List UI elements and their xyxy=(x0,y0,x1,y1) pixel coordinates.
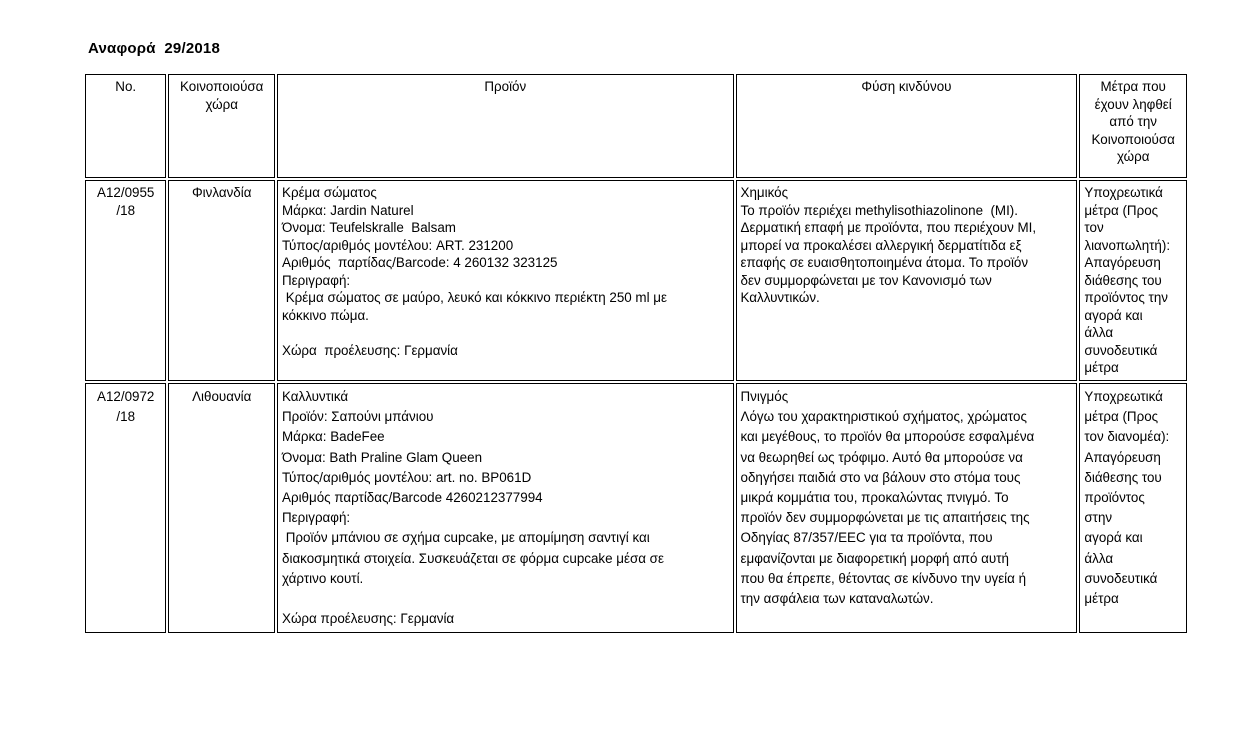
product-line: χάρτινο κουτί. xyxy=(282,570,364,586)
measures-line: άλλα xyxy=(1084,325,1114,340)
measures-line: άλλα xyxy=(1084,550,1114,566)
risk-line: επαφής σε ευαισθητοποιημένα άτομα. Το προϊόν xyxy=(740,255,1029,270)
cell-risk xyxy=(736,180,1078,381)
product-line: Περιγραφή: xyxy=(282,272,351,288)
product-line: Αριθμός παρτίδας/Barcode: 4 260132 323125 xyxy=(282,255,558,270)
cell-country xyxy=(168,180,275,381)
measures-line: αγορά και xyxy=(1084,307,1143,323)
cell-no xyxy=(85,180,166,381)
measures-line: προϊόντος xyxy=(1084,490,1145,506)
cell-product xyxy=(277,180,734,381)
cell-measures xyxy=(1079,383,1187,633)
report-title: Αναφορά 29/2018 xyxy=(88,40,220,57)
no-line: /18 xyxy=(116,202,136,218)
measures-line: διάθεσης του xyxy=(1084,469,1162,485)
table-row xyxy=(85,180,1187,381)
risk-line: Δερματική επαφή με προϊόντα, που περιέχουν MI, xyxy=(740,220,1037,235)
no-line: A12/0972 xyxy=(97,389,155,404)
measures-line: Απαγόρευση xyxy=(1084,449,1161,465)
risk-line: Καλλυντικών. xyxy=(740,290,820,305)
risk-line: μπορεί να προκαλέσει αλλεργική δερματίτιδα εξ xyxy=(740,237,1022,253)
product-line: Προϊόν: Σαπούνι μπάνιου xyxy=(282,409,434,425)
country-text: Φινλανδία xyxy=(191,185,252,200)
risk-line: Οδηγίας 87/357/EEC για τα προϊόντα, που xyxy=(740,530,993,546)
product-line: Περιγραφή: xyxy=(282,510,351,526)
measures-line: συνοδευτικά xyxy=(1084,342,1158,358)
measures-line: Υποχρεωτικά xyxy=(1084,389,1163,404)
header-measures-line: Κοινοποιούσα xyxy=(1091,131,1175,147)
risk-line: μικρά κομμάτια του, προκαλώντας πνιγμό. Το xyxy=(740,490,1009,506)
product-line: Μάρκα: BadeFee xyxy=(282,429,385,445)
product-line: Χώρα προέλευσης: Γερμανία xyxy=(282,342,458,358)
product-blank-line xyxy=(282,324,729,342)
country-text: Λιθουανία xyxy=(192,389,252,404)
measures-line: διάθεσης του xyxy=(1084,272,1162,288)
product-line: Όνομα: Teufelskralle Balsam xyxy=(282,220,456,235)
product-line: κόκκινο πώμα. xyxy=(282,307,369,323)
product-blank-line xyxy=(282,589,729,609)
risk-line: να θεωρηθεί ως τρόφιμο. Αυτό θα μπορούσε να xyxy=(740,449,1023,465)
header-risk: Φύση κινδύνου xyxy=(736,74,1078,178)
product-line: διακοσμητικά στοιχεία. Συσκευάζεται σε φόρμα cupcake μέσα σε xyxy=(282,550,664,566)
measures-line: συνοδευτικά xyxy=(1084,570,1158,586)
product-line: Αριθμός παρτίδας/Barcode 4260212377994 xyxy=(282,490,543,506)
table-row xyxy=(85,383,1187,633)
risk-line: και μεγέθους, το προϊόν θα μπορούσε εσφαλμένα xyxy=(740,429,1035,445)
measures-line: μέτρα xyxy=(1084,591,1119,607)
table-header-row xyxy=(85,74,1187,178)
product-line: Καλλυντικά xyxy=(282,389,349,404)
cell-measures xyxy=(1079,180,1187,381)
header-country-line: Κοινοποιούσα xyxy=(180,79,264,94)
cell-risk xyxy=(736,383,1078,633)
risk-line: που θα έπρεπε, θέτοντας σε κίνδυνο την υγεία ή xyxy=(740,570,1027,586)
header-measures-line: έχουν ληφθεί xyxy=(1094,96,1172,112)
product-line: Μάρκα: Jardin Naturel xyxy=(282,202,414,218)
no-line: /18 xyxy=(116,409,136,425)
risk-line: Λόγω του χαρακτηριστικού σχήματος, χρώματος xyxy=(740,409,1027,425)
measures-line: στην xyxy=(1084,510,1113,526)
measures-line: λιανοπωλητή): xyxy=(1084,237,1171,253)
report-table xyxy=(83,72,1189,635)
measures-line: Υποχρεωτικά xyxy=(1084,185,1163,200)
risk-line: προϊόν δεν συμμορφώνεται με τις απαιτήσεις της xyxy=(740,510,1030,526)
risk-line: οδηγήσει παιδιά στο να βάλουν στο στόμα τους xyxy=(740,469,1021,485)
header-product: Προϊόν xyxy=(277,74,734,178)
header-measures-line: χώρα xyxy=(1116,149,1150,164)
product-line: Κρέμα σώματος σε μαύρο, λευκό και κόκκινο περιέκτη 250 ml με xyxy=(282,290,667,305)
product-line: Όνομα: Bath Praline Glam Queen xyxy=(282,449,483,465)
measures-line: μέτρα (Προς xyxy=(1084,202,1159,218)
measures-line: μέτρα xyxy=(1084,360,1119,375)
risk-line: την ασφάλεια των καταναλωτών. xyxy=(740,591,934,607)
risk-line: Το προϊόν περιέχει methylisothiazolinone (MI). xyxy=(740,202,1018,218)
measures-line: Απαγόρευση xyxy=(1084,255,1161,270)
measures-line: μέτρα (Προς xyxy=(1084,409,1159,425)
header-measures-line: Μέτρα που xyxy=(1100,79,1166,94)
product-line: Τύπος/αριθμός μοντέλου: ART. 231200 xyxy=(282,237,514,253)
measures-line: αγορά και xyxy=(1084,530,1143,546)
header-country-line: χώρα xyxy=(205,96,238,112)
measures-line: τον διανομέα): xyxy=(1084,429,1170,445)
product-line: Χώρα προέλευσης: Γερμανία xyxy=(282,611,455,627)
cell-country xyxy=(168,383,275,633)
risk-line: εμφανίζονται με διαφορετική μορφή από αυτή xyxy=(740,550,1009,566)
header-no: No. xyxy=(85,74,166,178)
product-line: Κρέμα σώματος xyxy=(282,185,377,200)
no-line: A12/0955 xyxy=(97,185,155,200)
risk-line: δεν συμμορφώνεται με τον Κανονισμό των xyxy=(740,272,992,288)
risk-line: Χημικός xyxy=(740,185,789,200)
header-measures xyxy=(1079,74,1187,178)
risk-line: Πνιγμός xyxy=(740,389,789,404)
measures-line: τον xyxy=(1084,220,1104,235)
header-country xyxy=(168,74,275,178)
header-measures-line: από την xyxy=(1109,114,1157,129)
cell-product xyxy=(277,383,734,633)
product-line: Προϊόν μπάνιου σε σχήμα cupcake, με απομίμηση σαντιγί και xyxy=(282,530,650,546)
measures-line: προϊόντος την xyxy=(1084,290,1168,305)
product-line: Τύπος/αριθμός μοντέλου: art. no. BP061D xyxy=(282,469,532,485)
cell-no xyxy=(85,383,166,633)
